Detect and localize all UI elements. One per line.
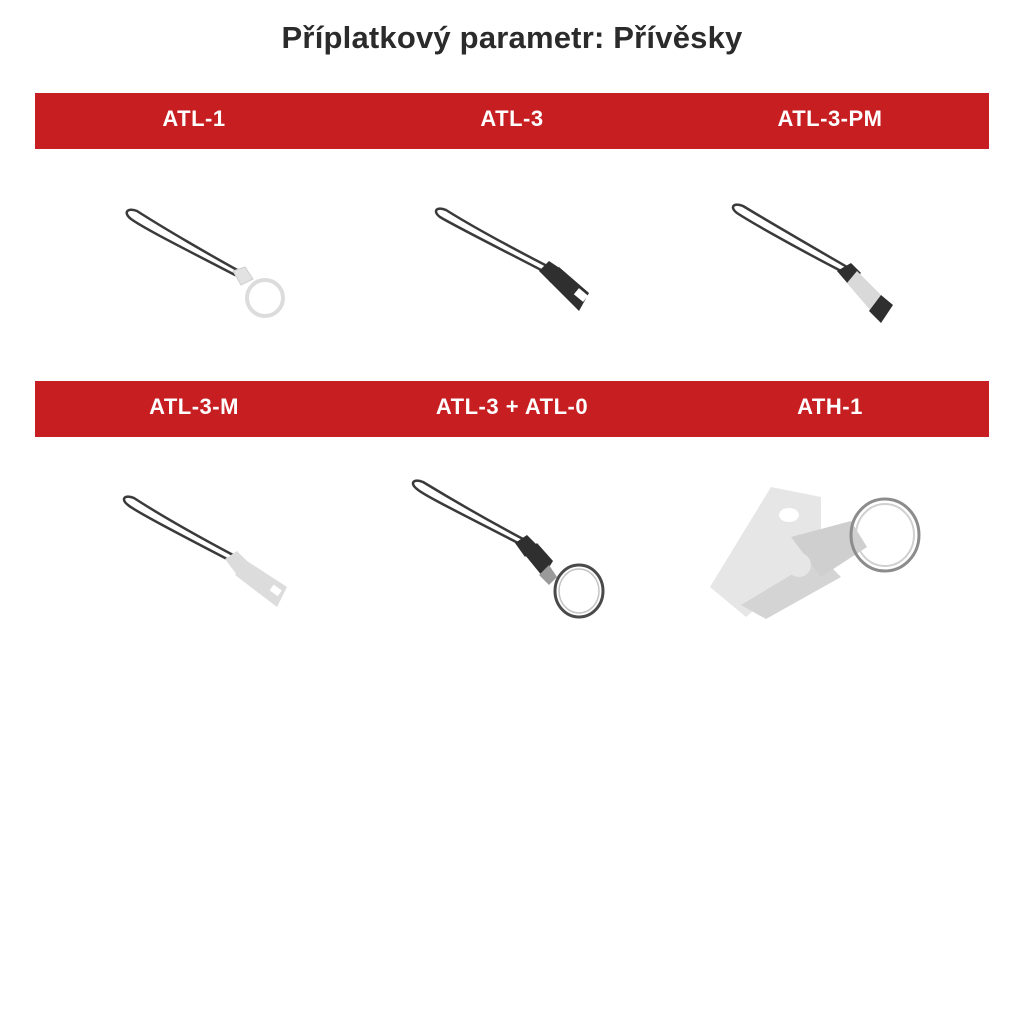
lanyard-clip-ring-icon <box>353 437 671 667</box>
label-atl-3-m: ATL-3-M <box>149 394 239 419</box>
lanyard-clip-light-icon <box>35 437 353 667</box>
badge-clip-ring-icon <box>671 437 989 667</box>
label-atl-1: ATL-1 <box>162 106 226 131</box>
label-atl-3: ATL-3 <box>480 106 544 131</box>
label-ath-1: ATH-1 <box>797 394 863 419</box>
label-atl-3-plus-atl-0: ATL-3 + ATL-0 <box>435 394 589 419</box>
header-band-row-2 <box>35 381 989 437</box>
product-atl-3-pm <box>671 149 989 379</box>
items-row-1 <box>35 149 989 379</box>
page-title: Příplatkový parametr: Přívěsky <box>281 20 743 55</box>
product-atl-1 <box>35 149 353 379</box>
product-atl-3-m <box>35 437 353 667</box>
lanyard-clip-two-tone-icon <box>671 149 989 379</box>
label-atl-3-pm: ATL-3-PM <box>777 106 883 131</box>
lanyard-clip-dark-icon <box>353 149 671 379</box>
product-atl-3 <box>353 149 671 379</box>
product-ath-1 <box>671 437 989 667</box>
items-row-2 <box>35 437 989 667</box>
header-band-row-1 <box>35 93 989 149</box>
product-atl-3-plus-atl-0 <box>353 437 671 667</box>
lanyard-ring-icon <box>35 149 353 379</box>
